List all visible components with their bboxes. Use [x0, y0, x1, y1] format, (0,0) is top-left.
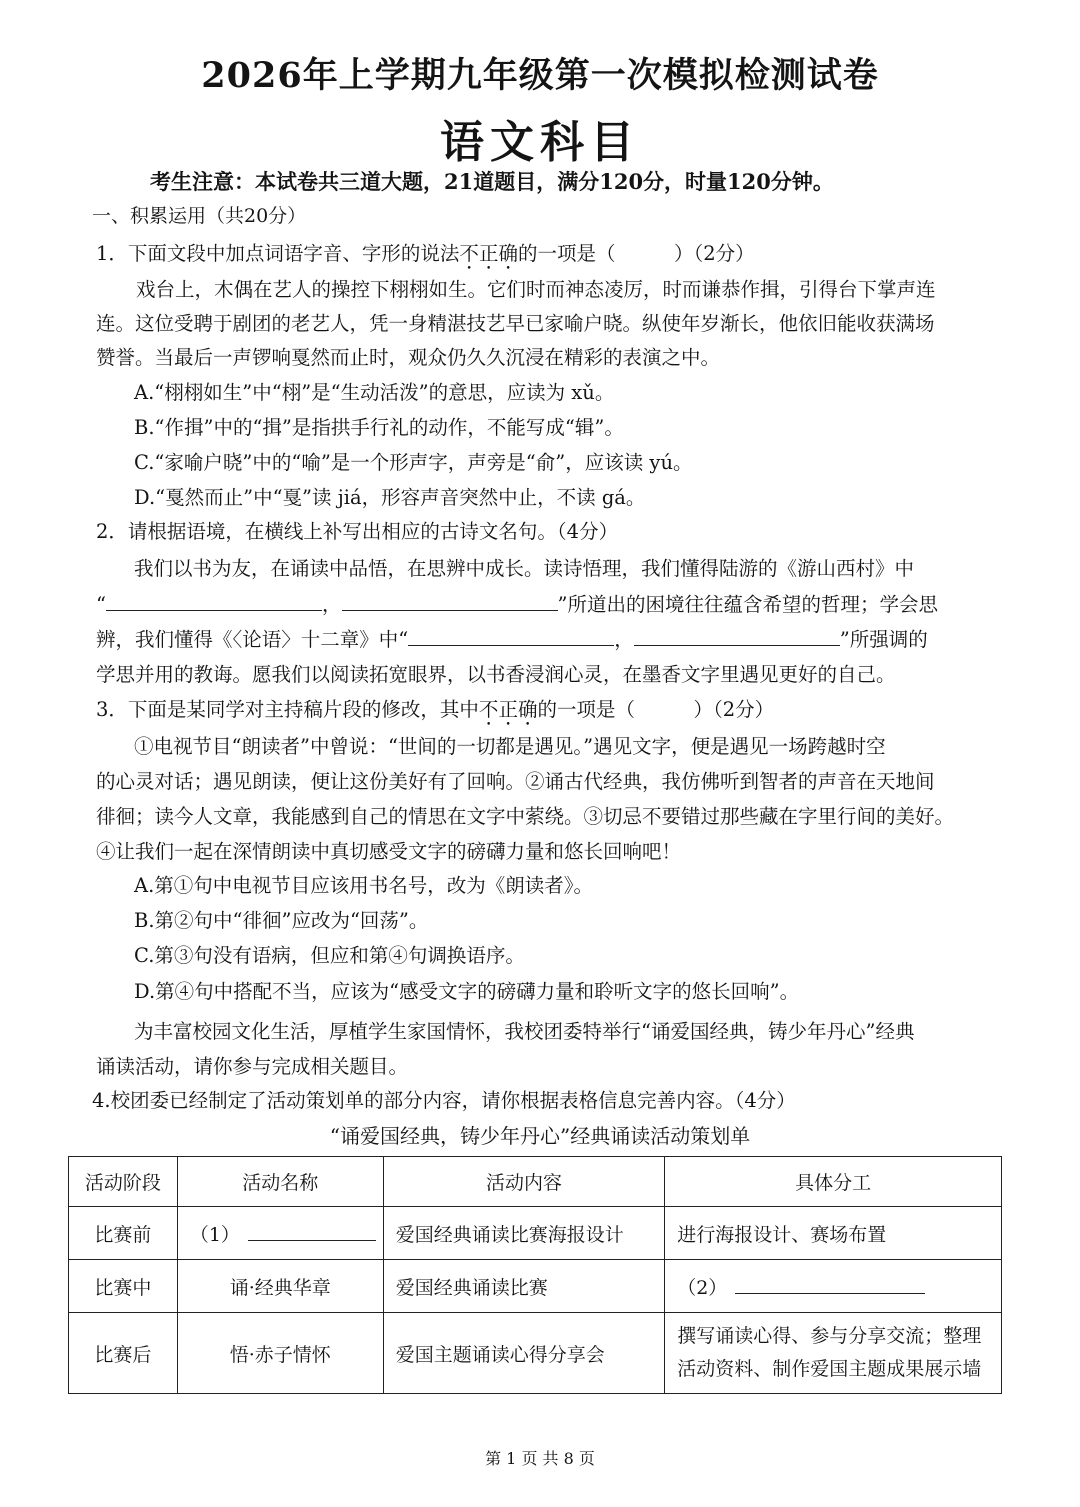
section-heading: 一、积累运用（共20分）: [92, 205, 307, 227]
content-cell: 爱国经典诵读比赛海报设计: [383, 1207, 665, 1260]
q4-stem: 4.校团委已经制定了活动策划单的部分内容，请你根据表格信息完善内容。（4分）: [92, 1089, 796, 1112]
name-cell: 诵·经典华章: [177, 1260, 383, 1313]
emphasis-char: 不: [459, 242, 479, 265]
emphasis-char: 确: [517, 698, 538, 721]
q2-line: 学思并用的教诲。愿我们以阅读拓宽眼界，以书香浸润心灵，在墨香文字里遇见更好的自己。: [96, 663, 896, 686]
q3-emphasis: [479, 698, 538, 721]
emphasis-char: 正: [478, 242, 499, 265]
stage-cell: 比赛后: [69, 1313, 178, 1394]
answer-blank[interactable]: [248, 1224, 376, 1241]
answer-blank[interactable]: [735, 1277, 925, 1294]
q2-line-with-blanks: “ ， ”所道出的困境往往蕴含希望的哲理；学会思: [96, 593, 938, 616]
content-cell: 爱国经典诵读比赛: [383, 1260, 665, 1313]
q1-passage-line: 戏台上，木偶在艺人的操控下栩栩如生。它们时而神态凌厉，时而谦恭作揖，引得台下掌声连: [136, 278, 936, 301]
stage-cell: 比赛前: [69, 1207, 178, 1260]
column-header: 具体分工: [665, 1157, 1002, 1207]
exam-notice: 考生注意：本试卷共三道大题，21道题目，满分120分，时量120分钟。: [150, 169, 834, 194]
q2-line-with-blanks: 辨，我们懂得《〈论语〉十二章》中“ ， ”所强调的: [96, 628, 928, 651]
q2-line: 我们以书为友，在诵读中品悟，在思辨中成长。读诗悟理，我们懂得陆游的《游山西村》中: [134, 557, 915, 580]
emphasis-char: 不: [478, 698, 499, 721]
emphasis-char: 确: [498, 242, 518, 265]
q1-passage-line: 赞誉。当最后一声锣响戛然而止时，观众仍久久沉浸在精彩的表演之中。: [96, 346, 721, 369]
q1-emphasis: [459, 242, 518, 265]
name-cell: （1）: [177, 1207, 383, 1260]
q3-passage-line: 徘徊；读今人文章，我能感到自己的情思在文字中萦绕。③切忌不要错过那些藏在字里行间的美好。: [96, 805, 955, 828]
intro-line: 为丰富校园文化生活，厚植学生家国情怀，我校团委特举行“诵爱国经典，铸少年丹心”经典: [134, 1020, 915, 1043]
page-number: 第 1 页 共 8 页: [485, 1449, 595, 1468]
q3-stem: 3．下面是某同学对主持稿片段的修改，其中不正确的一项是（ ）（2分）: [96, 698, 775, 721]
answer-blank[interactable]: [106, 594, 322, 611]
q1-stem: 1．下面文段中加点词语字音、字形的说法不正确的一项是（ ）（2分）: [96, 242, 755, 265]
q3-option-b: B.第②句中“徘徊”应改为“回荡”。: [134, 909, 429, 932]
q1-option-b: B.“作揖”中的“揖”是指拱手行礼的动作，不能写成“辑”。: [134, 416, 624, 439]
table-header-row: [69, 1157, 1002, 1207]
q1-option-d: D.“戛然而止”中“戛”读 jiá，形容声音突然中止，不读 gá。: [134, 486, 646, 509]
activity-plan-table: [68, 1156, 1002, 1394]
q1-passage-line: 连。这位受聘于剧团的老艺人，凭一身精湛技艺早已家喻户晓。纵使年岁渐长，他依旧能收获满场: [96, 312, 935, 335]
column-header: 活动内容: [383, 1157, 665, 1207]
q3-option-d: D.第④句中搭配不当，应该为“感受文字的磅礴力量和聆听文字的悠长回响”。: [134, 980, 800, 1003]
q3-option-c: C.第③句没有语病，但应和第④句调换语序。: [134, 944, 525, 967]
q2-stem: 2．请根据语境，在横线上补写出相应的古诗文名句。（4分）: [96, 520, 619, 543]
q3-passage-line: 的心灵对话；遇见朗读，便让这份美好有了回响。②诵古代经典，我仿佛听到智者的声音在天地间: [96, 770, 935, 793]
table-row: [69, 1207, 1002, 1260]
answer-blank[interactable]: [342, 594, 558, 611]
duty-cell: （2）: [665, 1260, 1002, 1313]
q1-option-a: A.“栩栩如生”中“栩”是“生动活泼”的意思，应读为 xǔ。: [134, 381, 615, 404]
content-cell: 爱国主题诵读心得分享会: [383, 1313, 665, 1394]
table-row: [69, 1260, 1002, 1313]
q3-passage-line: ①电视节目“朗读者”中曾说：“世间的一切都是遇见。”遇见文字，便是遇见一场跨越时空: [134, 735, 886, 758]
stage-cell: 比赛中: [69, 1260, 178, 1313]
answer-blank[interactable]: [634, 629, 840, 646]
table-row: [69, 1313, 1002, 1394]
emphasis-char: 正: [498, 698, 518, 721]
intro-line: 诵读活动，请你参与完成相关题目。: [96, 1055, 409, 1078]
plan-table-title: “诵爱国经典，铸少年丹心”经典诵读活动策划单: [329, 1124, 751, 1148]
column-header: 活动阶段: [69, 1157, 178, 1207]
column-header: 活动名称: [177, 1157, 383, 1207]
answer-blank[interactable]: [408, 629, 614, 646]
q1-option-c: C.“家喻户晓”中的“喻”是一个形声字，声旁是“俞”，应该读 yú。: [134, 451, 693, 474]
duty-cell: 撰写诵读心得、参与分享交流；整理活动资料、制作爱国主题成果展示墙: [665, 1313, 1002, 1394]
exam-title: 2026年上学期九年级第一次模拟检测试卷: [201, 55, 879, 96]
duty-cell: 进行海报设计、赛场布置: [665, 1207, 1002, 1260]
q3-passage-line: ④让我们一起在深情朗读中真切感受文字的磅礴力量和悠长回响吧！: [96, 840, 682, 863]
q3-option-a: A.第①句中电视节目应该用书名号，改为《朗读者》。: [134, 874, 594, 897]
name-cell: 悟·赤子情怀: [177, 1313, 383, 1394]
subject-title: 语文科目: [440, 117, 640, 168]
